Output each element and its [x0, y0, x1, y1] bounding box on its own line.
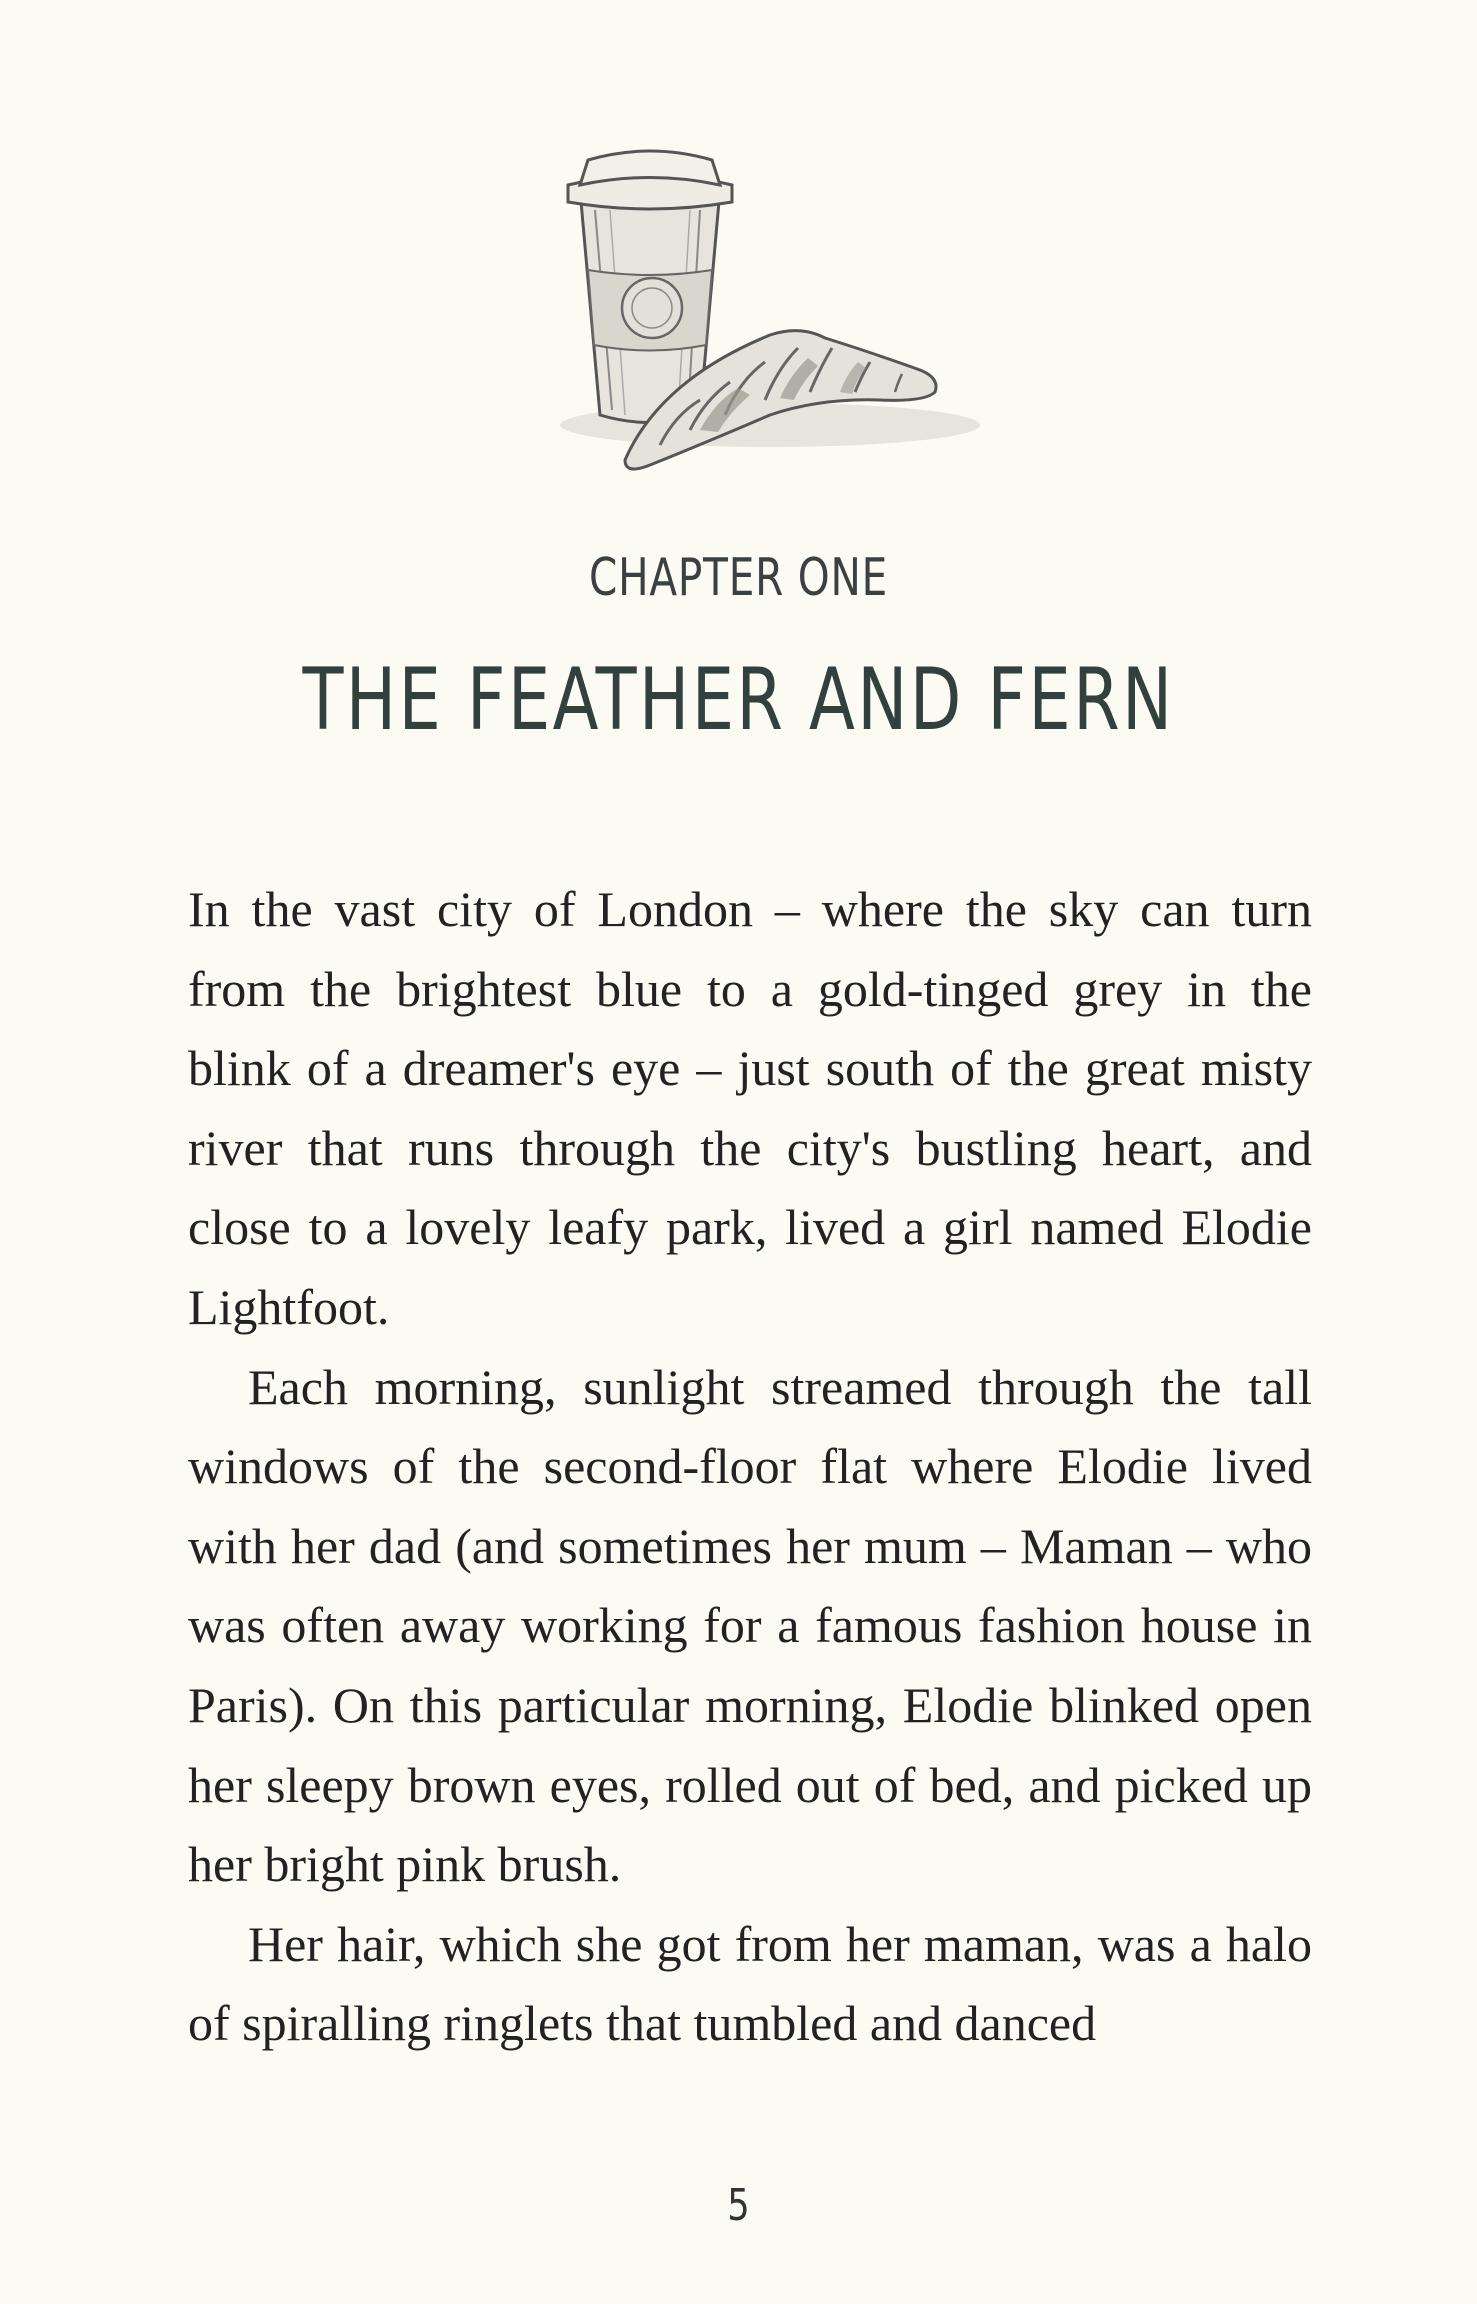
page-number: 5: [727, 2180, 750, 2231]
body-text: [188, 870, 1312, 2064]
paragraph: Each morning, sunlight streamed through the tall windows of the second-floor flat where Elodie lived with her dad (and sometimes her mum – Maman – who was often away working for a famous fashion house in Paris). On this particular morning, Elodie blinked open her sleepy brown eyes, rolled out of bed, and picked up her bright pink brush.: [188, 1358, 1312, 1893]
chapter-title: THE FEATHER AND FERN: [302, 650, 1175, 750]
paragraph: Her hair, which she got from her maman, was a halo of spiralling ringlets that tumbled and danced: [188, 1915, 1312, 2052]
coffee-cup-and-croissant-icon: [540, 130, 1020, 490]
paragraph: In the vast city of London – where the sky can turn from the brightest blue to a gold-tinged grey in the blink of a dreamer's eye – just south of the great misty river that runs through the city's bustling heart, and close to a lovely leafy park, lived a girl named Elodie Lightfoot.: [188, 881, 1312, 1335]
chapter-label: CHAPTER ONE: [589, 548, 888, 608]
